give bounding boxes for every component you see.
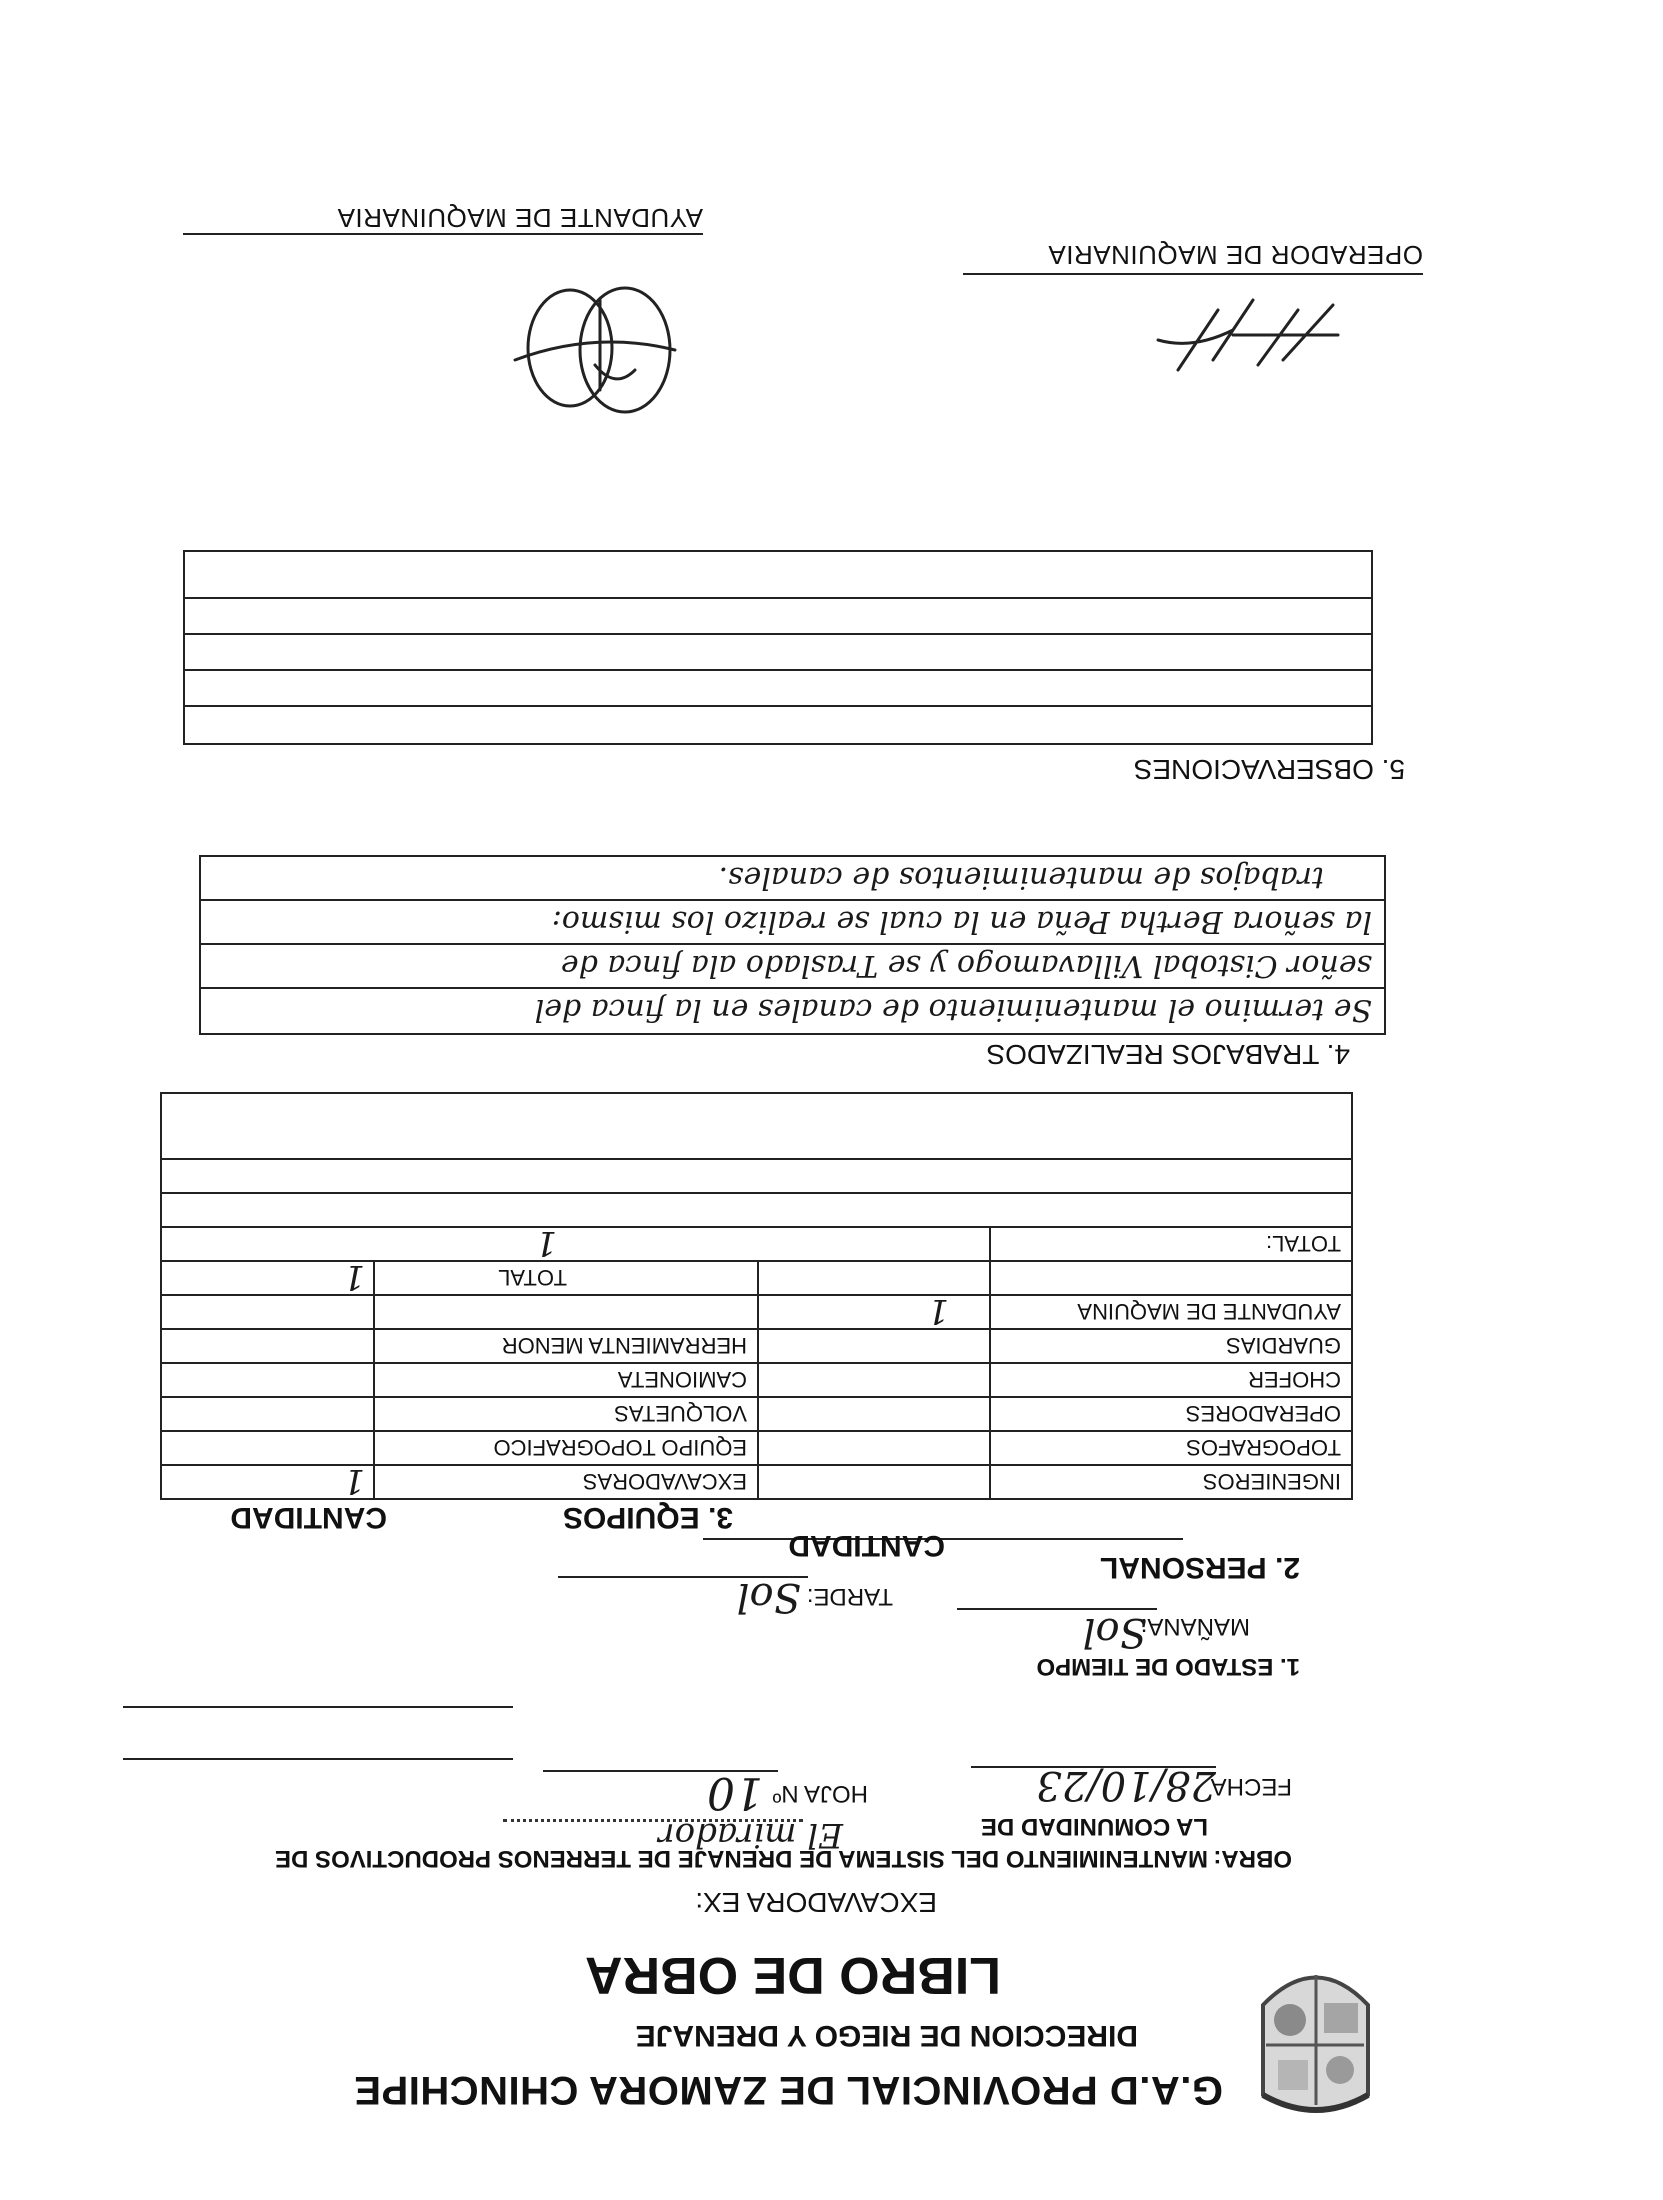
morning-label: MAÑANA: <box>1140 1613 1250 1640</box>
ruled-line <box>185 633 1371 635</box>
community-field[interactable]: El mirador <box>658 1815 843 1855</box>
personal-qty[interactable] <box>759 1330 989 1362</box>
personal-qty[interactable] <box>759 1432 989 1464</box>
operator-signature-line <box>963 273 1423 275</box>
ruled-line <box>201 899 1384 901</box>
equipment-extra-qty[interactable]: 1 <box>535 1223 557 1263</box>
community-dotted-line <box>503 1819 803 1822</box>
table-row <box>162 1124 1351 1158</box>
column-divider <box>989 1226 991 1498</box>
section-observations-title: 5. OBSERVACIONES <box>1133 754 1405 785</box>
observations-box[interactable] <box>183 550 1373 745</box>
equipment-label <box>377 1296 757 1328</box>
table-row <box>162 1158 1351 1192</box>
section-personal-title: 2. PERSONAL <box>1099 1551 1300 1584</box>
equipment-label: EQUIPO TOPOGRAFICO <box>493 1435 747 1460</box>
personal-label: CHOFER <box>1248 1367 1341 1392</box>
personal-label <box>991 1262 1351 1294</box>
personal-qty-header: CANTIDAD <box>788 1529 945 1562</box>
personal-label: OPERADORES <box>1185 1401 1341 1426</box>
section-equipment-title: 3. EQUIPOS <box>562 1501 733 1534</box>
obra-description-line1: MANTENIMIENTO DEL SISTEMA DE DRENAJE DE TERRENOS PRODUCTIVOS DE <box>275 1845 1208 1872</box>
works-text-line: la señora Bertha Peña en la cual se realizo los mismo: <box>551 904 1372 939</box>
section-works-title: 4. TRABAJOS REALIZADOS <box>986 1039 1350 1070</box>
personal-label: AYUDANTE DE MAQUINA <box>1077 1299 1341 1324</box>
hoja-field[interactable]: 10 <box>707 1767 763 1818</box>
section-weather-title: 1. ESTADO DE TIEMPO <box>1036 1653 1300 1680</box>
hoja-label: HOJA Nº <box>772 1780 868 1807</box>
column-divider <box>373 1260 375 1498</box>
ruled-line <box>201 987 1384 989</box>
ruled-line <box>185 705 1371 707</box>
personal-total-qty[interactable] <box>759 1228 989 1260</box>
works-box[interactable] <box>199 855 1386 1035</box>
personal-label: INGENIEROS <box>1202 1469 1341 1494</box>
personal-qty[interactable] <box>759 1398 989 1430</box>
personal-qty[interactable] <box>759 1466 989 1498</box>
obra-label: OBRA: <box>1213 1845 1292 1872</box>
morning-underline <box>957 1608 1157 1610</box>
operator-label: OPERADOR DE MAQUINARIA <box>1047 240 1423 270</box>
equipment-qty-header: CANTIDAD <box>230 1501 387 1534</box>
department-title: DIRECCION DE RIEGO Y DRENAJE <box>635 2019 1138 2052</box>
works-text-line: señor Cistobal Villavamogo y se Traslado ala finca de <box>560 948 1372 983</box>
equipment-qty[interactable]: 1 <box>343 1461 365 1501</box>
morning-field[interactable]: Sol <box>1082 1609 1147 1655</box>
equipment-label: VOLQUETAS <box>614 1401 747 1426</box>
fecha-underline <box>971 1766 1216 1768</box>
ruled-line <box>185 597 1371 599</box>
works-text-line: Se termino el mantenimiento de canales en la finca del <box>534 992 1372 1027</box>
fecha-label: FECHA <box>1210 1773 1292 1800</box>
provincial-seal-logo <box>1253 1945 1378 2125</box>
column-divider <box>757 1260 759 1498</box>
equipment-label: EXCAVADORAS <box>582 1469 747 1494</box>
ruled-line <box>201 943 1384 945</box>
personal-qty[interactable] <box>759 1262 989 1294</box>
operator-signature <box>1143 285 1353 380</box>
equipment-qty[interactable] <box>165 1432 375 1464</box>
table-row <box>162 1192 1351 1226</box>
equipment-label: HERRAMIENTA MENOR <box>501 1333 747 1358</box>
table-row <box>162 1223 1351 1263</box>
afternoon-field[interactable]: Sol <box>736 1574 801 1620</box>
personal-qty[interactable]: 1 <box>927 1291 949 1331</box>
ruled-line <box>185 669 1371 671</box>
header-rule <box>123 1758 513 1760</box>
works-text-line: trabajos de mantenimientos de canales. <box>718 860 1324 895</box>
organization-title: G.A.D PROVINCIAL DE ZAMORA CHINCHIPE <box>353 2068 1223 2112</box>
machine-label: EXCAVADORA EX: <box>695 1887 937 1918</box>
equipment-qty[interactable] <box>165 1364 375 1396</box>
equipment-qty[interactable] <box>165 1296 375 1328</box>
personal-equipment-table <box>160 1092 1353 1500</box>
equipment-qty[interactable] <box>165 1330 375 1362</box>
personal-qty[interactable] <box>759 1364 989 1396</box>
equipment-label: TOTAL <box>498 1265 567 1290</box>
equipment-qty[interactable]: 1 <box>343 1257 365 1297</box>
obra-description-line2: LA COMUNIDAD DE <box>980 1813 1208 1840</box>
book-title: LIBRO DE OBRA <box>585 1946 1001 2004</box>
personal-label: GUARDIAS <box>1226 1333 1341 1358</box>
equipment-qty[interactable] <box>165 1398 375 1430</box>
equipment-label: CAMIONETA <box>617 1367 747 1392</box>
hoja-underline <box>543 1770 778 1772</box>
afternoon-label: TARDE: <box>806 1583 893 1610</box>
afternoon-underline <box>558 1576 808 1578</box>
fecha-field[interactable]: 28/10/23 <box>1036 1762 1216 1808</box>
personal-label: TOPOGRAFOS <box>1186 1435 1341 1460</box>
header-rule <box>123 1706 513 1708</box>
personal-total-label: TOTAL: <box>1266 1231 1341 1256</box>
assistant-label: AYUDANTE DE MAQUINARIA <box>337 203 703 233</box>
assistant-signature-line <box>183 233 703 235</box>
assistant-signature <box>505 280 695 420</box>
